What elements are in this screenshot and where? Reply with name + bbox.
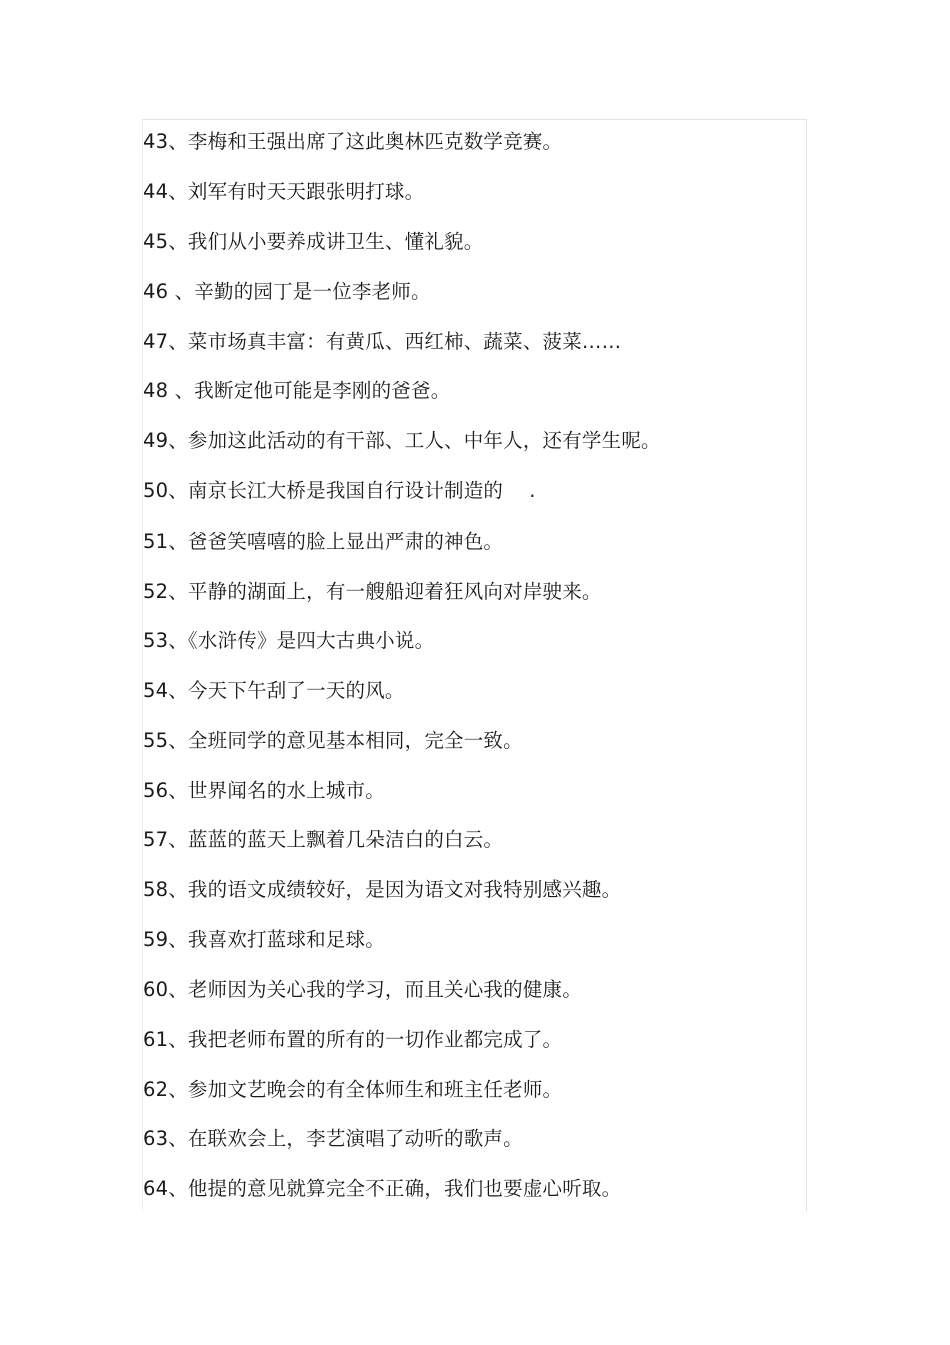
sentence-56: 56、世界闻名的水上城市。 <box>143 779 385 802</box>
sentence-45: 45、我们从小要养成讲卫生、懂礼貌。 <box>143 230 484 253</box>
sentence-57: 57、蓝蓝的蓝天上飘着几朵洁白的白云。 <box>143 828 504 851</box>
sentence-58: 58、我的语文成绩较好，是因为语文对我特别感兴趣。 <box>143 878 622 901</box>
sentence-53: 53、《水浒传》是四大古典小说。 <box>143 629 435 652</box>
sentence-59: 59、我喜欢打蓝球和足球。 <box>143 928 385 951</box>
sentence-64: 64、他提的意见就算完全不正确，我们也要虚心听取。 <box>143 1177 622 1200</box>
sentence-50: 50、南京长江大桥是我国自行设计制造的 . <box>143 479 536 502</box>
sentence-43: 43、李梅和王强出席了这此奥林匹克数学竞赛。 <box>143 130 563 153</box>
sentence-60: 60、老师因为关心我的学习，而且关心我的健康。 <box>143 978 582 1001</box>
sentence-55: 55、全班同学的意见基本相同，完全一致。 <box>143 729 523 752</box>
sentence-54: 54、今天下午刮了一天的风。 <box>143 679 405 702</box>
sentence-44: 44、刘军有时天天跟张明打球。 <box>143 180 425 203</box>
sentence-46: 46 、辛勤的园丁是一位李老师。 <box>143 280 431 303</box>
sentence-48: 48 、我断定他可能是李刚的爸爸。 <box>143 379 451 402</box>
sentence-62: 62、参加文艺晚会的有全体师生和班主任老师。 <box>143 1078 563 1101</box>
sentence-47: 47、菜市场真丰富：有黄瓜、西红柿、蔬菜、菠菜…… <box>143 330 622 353</box>
sentence-51: 51、爸爸笑嘻嘻的脸上显出严肃的神色。 <box>143 530 504 553</box>
sentence-61: 61、我把老师布置的所有的一切作业都完成了。 <box>143 1028 563 1051</box>
sentence-52: 52、平静的湖面上，有一艘船迎着狂风向对岸驶来。 <box>143 580 602 603</box>
sentence-49: 49、参加这此活动的有干部、工人、中年人，还有学生呢。 <box>143 429 661 452</box>
sentence-63: 63、在联欢会上，李艺演唱了动听的歌声。 <box>143 1127 523 1150</box>
